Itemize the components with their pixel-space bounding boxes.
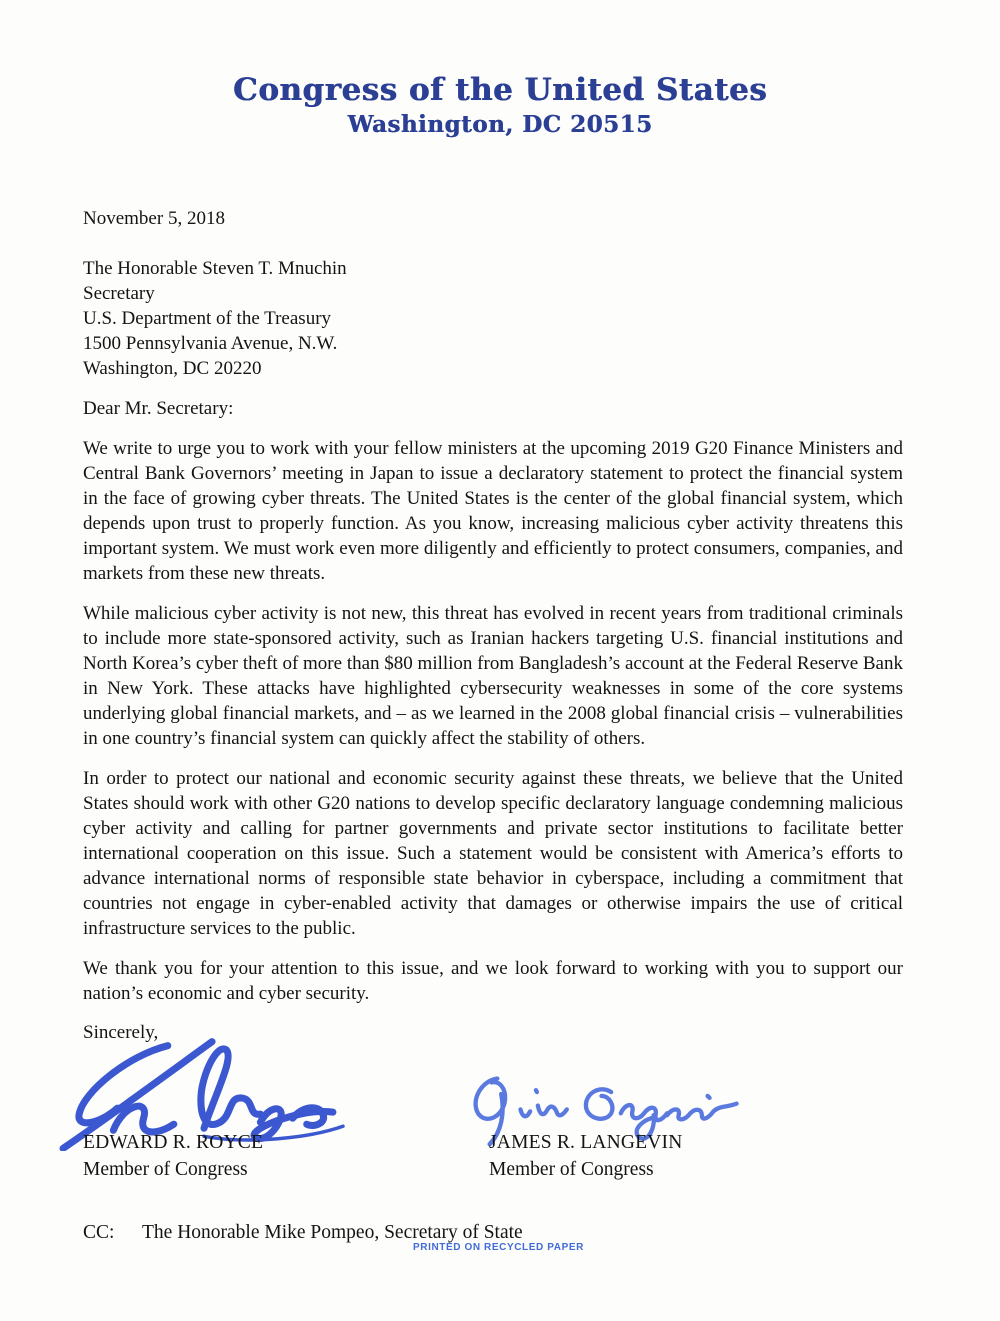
signer-name-langevin: JAMES R. LANGEVIN — [489, 1132, 683, 1153]
recipient-title: Secretary — [83, 283, 155, 304]
letterhead-title: Congress of the United States — [232, 72, 768, 108]
letterhead-subtitle: Washington, DC 20515 — [347, 111, 653, 138]
signer-title-royce: Member of Congress — [83, 1159, 248, 1180]
recipient-agency: U.S. Department of the Treasury — [83, 308, 332, 329]
recipient-address — [83, 256, 903, 381]
date-line: November 5, 2018 — [83, 208, 225, 229]
body-paragraph-4: We thank you for your attention to this issue, and we look forward to working with you to support our nation’s economic and cyber security. — [83, 958, 903, 1004]
signature-block-langevin — [489, 1129, 895, 1183]
recipient-city: Washington, DC 20220 — [83, 358, 262, 379]
signature-names-row — [83, 1129, 903, 1183]
cc-label: CC: — [83, 1222, 115, 1243]
signer-name-royce: EDWARD R. ROYCE — [83, 1132, 264, 1153]
signature-section — [83, 1045, 903, 1215]
body-paragraph-1: We write to urge you to work with your fellow ministers at the upcoming 2019 G20 Finance Ministers and Central Bank Governors’ meeting in Japan to issue a declaratory statement to protect the financial system in the face of growing cyber threats. The United States is the center of the global financial system, which depends upon trust to properly function. As you know, increasing malicious cyber activity threatens this important system. We must work even more diligently and efficiently to protect consumers, companies, and markets from these new threats. — [83, 438, 903, 584]
signature-block-royce — [83, 1129, 489, 1183]
recycled-paper-note: PRINTED ON RECYCLED PAPER — [413, 1242, 584, 1253]
recipient-street: 1500 Pennsylvania Avenue, N.W. — [83, 333, 338, 354]
closing-salutation: Sincerely, — [83, 1022, 159, 1043]
salutation: Dear Mr. Secretary: — [83, 398, 234, 419]
letter-body — [83, 206, 903, 1215]
signer-title-langevin: Member of Congress — [489, 1159, 654, 1180]
recipient-name: The Honorable Steven T. Mnuchin — [83, 258, 347, 279]
cc-recipient: The Honorable Mike Pompeo, Secretary of State — [142, 1222, 523, 1243]
letterhead — [0, 0, 1000, 140]
body-paragraph-3: In order to protect our national and economic security against these threats, we believe that the United States should work with other G20 nations to develop specific declaratory language condemning malicious cyber activity and calling for partner governments and private sector institutions to facilitate better international cooperation on this issue. Such a statement would be consistent with America’s efforts to advance international norms of responsible state behavior in cyberspace, including a commitment that countries not engage in cyber-enabled activity that damages or otherwise impairs the use of critical infrastructure services to the public. — [83, 768, 903, 939]
body-paragraph-2: While malicious cyber activity is not new, this threat has evolved in recent years from traditional criminals to include more state-sponsored activity, such as Iranian hackers targeting U.S. financial institutions and North Korea’s cyber theft of more than $80 million from Bangladesh’s account at the Federal Reserve Bank in New York. These attacks have highlighted cybersecurity weaknesses in some of the core systems underlying global financial markets, and – as we learned in the 2008 global financial crisis – vulnerabilities in one country’s financial system can quickly affect the stability of others. — [83, 603, 903, 749]
